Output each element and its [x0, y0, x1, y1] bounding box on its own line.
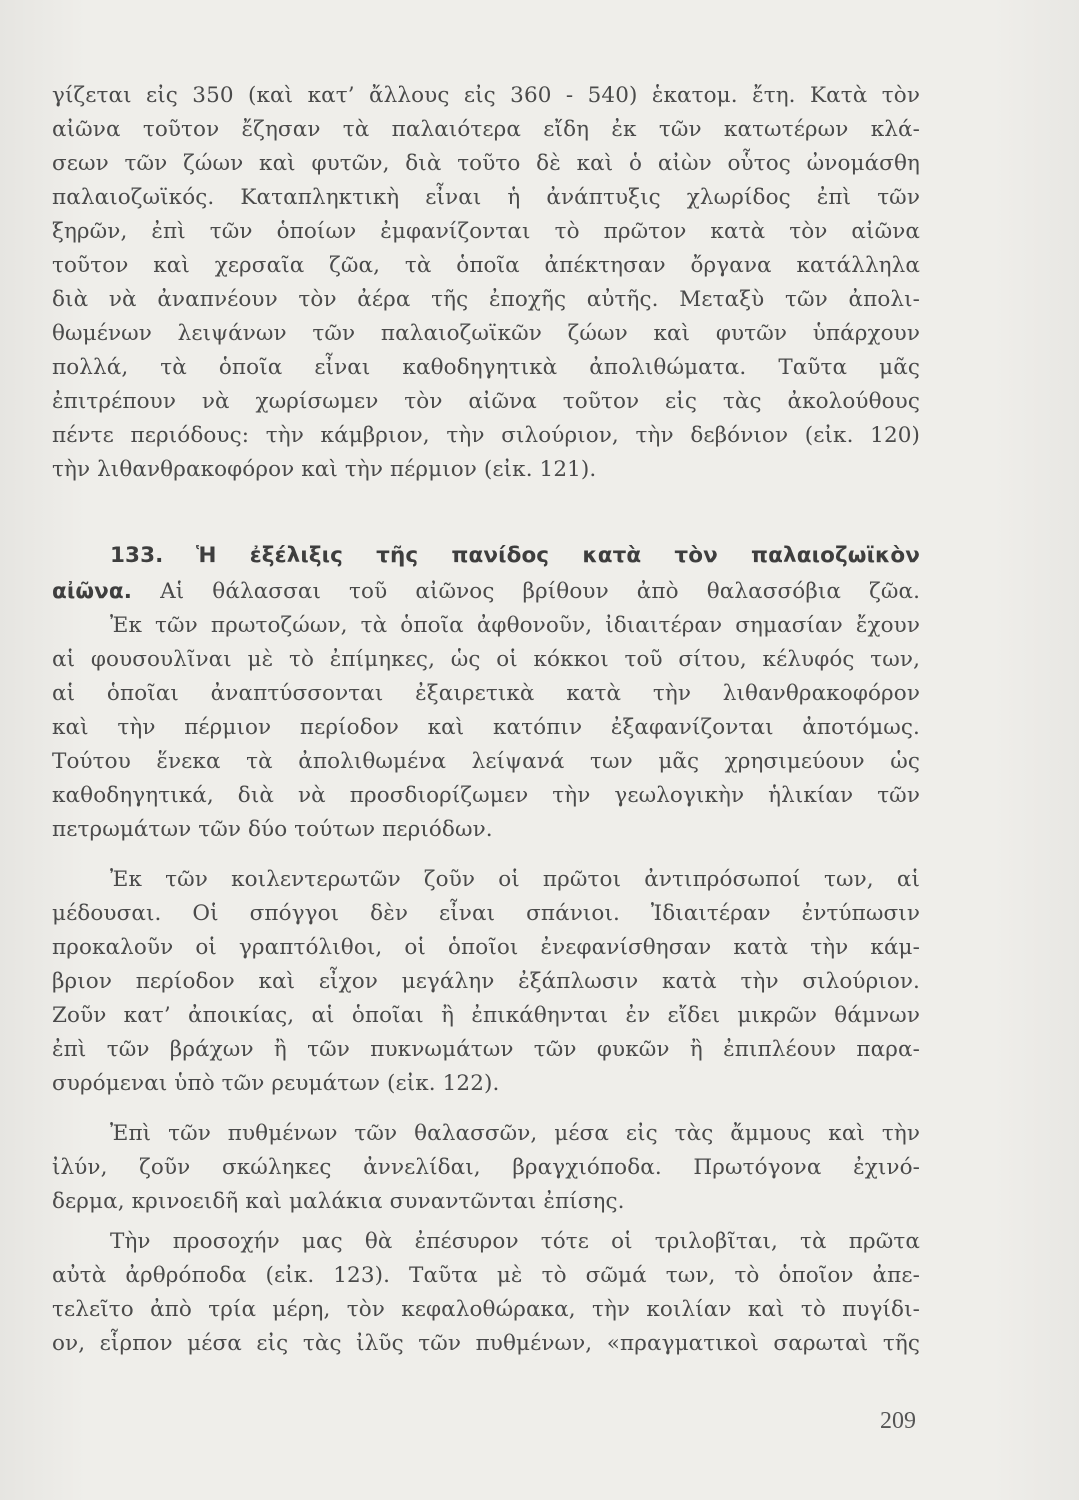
section-title: Ἡ ἐξέλιξις τῆς πανίδος κατὰ τὸν παλαιοζωϊκὸν — [195, 543, 921, 568]
text-line: δερμα, κρινοειδῆ καὶ μαλάκια συναντῶνται ἐπίσης. — [52, 1189, 625, 1214]
text-line: Ἐκ τῶν κοιλεντερωτῶν ζοῦν οἱ πρῶτοι ἀντιπρόσωποί των, αἱ — [110, 867, 920, 892]
text-line: μέδουσαι. Οἱ σπόγγοι δὲν εἶναι σπάνιοι. Ἰδιαιτέραν ἐντύπωσιν — [52, 901, 920, 926]
text-line: ξηρῶν, ἐπὶ τῶν ὁποίων ἐμφανίζονται τὸ πρῶτον κατὰ τὸν αἰῶνα — [52, 219, 920, 244]
section-heading-line-2 — [52, 576, 920, 608]
text-line: θωμένων λειψάνων τῶν παλαιοζωϊκῶν ζώων καὶ φυτῶν ὑπάρχουν — [52, 321, 920, 346]
text-line: ἐπιτρέπουν νὰ χωρίσωμεν τὸν αἰῶνα τοῦτον εἰς τὰς ἀκολούθους — [52, 389, 920, 414]
text-line: ον, εἷρπον μέσα εἰς τὰς ἰλῦς τῶν πυθμένων, «πραγματικοὶ σαρωταὶ τῆς — [52, 1331, 920, 1356]
text-line: διὰ νὰ ἀναπνέουν τὸν ἀέρα τῆς ἐποχῆς αὐτῆς. Μεταξὺ τῶν ἀπολι- — [52, 287, 920, 312]
text-line: πέντε περιόδους: τὴν κάμβριον, τὴν σιλούριον, τὴν δεβόνιον (εἰκ. 120) — [52, 423, 920, 448]
text-line: προκαλοῦν οἱ γραπτόλιθοι, οἱ ὁποῖοι ἐνεφανίσθησαν κατὰ τὴν κάμ- — [52, 935, 920, 960]
text-line: συρόμεναι ὑπὸ τῶν ρευμάτων (εἰκ. 122). — [52, 1071, 500, 1096]
text-line: ἐπὶ τῶν βράχων ἢ τῶν πυκνωμάτων τῶν φυκῶν ἢ ἐπιπλέουν παρα- — [52, 1037, 920, 1062]
text-line: αἰῶνα τοῦτον ἔζησαν τὰ παλαιότερα εἴδη ἐκ τῶν κατωτέρων κλά- — [52, 117, 920, 142]
text-line: ἰλύν, ζοῦν σκώληκες ἀννελίδαι, βραγχιόποδα. Πρωτόγονα ἐχινό- — [52, 1155, 920, 1180]
text-line: Ἐπὶ τῶν πυθμένων τῶν θαλασσῶν, μέσα εἰς τὰς ἄμμους καὶ τὴν — [110, 1121, 920, 1146]
text-line: Τούτου ἕνεκα τὰ ἀπολιθωμένα λείψανά των μᾶς χρησιμεύουν ὡς — [52, 749, 920, 774]
text-line: Τὴν προσοχήν μας θὰ ἐπέσυρον τότε οἱ τριλοβῖται, τὰ πρῶτα — [110, 1229, 920, 1254]
text-line: σεων τῶν ζώων καὶ φυτῶν, διὰ τοῦτο δὲ καὶ ὁ αἰὼν οὗτος ὠνομάσθη — [52, 151, 920, 176]
text-line: γίζεται εἰς 350 (καὶ κατ’ ἄλλους εἰς 360 - 540) ἑκατομ. ἔτη. Κατὰ τὸν — [52, 83, 920, 108]
section-title-end: αἰῶνα. — [52, 579, 133, 604]
text-line: τελεῖτο ἀπὸ τρία μέρη, τὸν κεφαλοθώρακα, τὴν κοιλίαν καὶ τὸ πυγίδι- — [52, 1297, 920, 1322]
text-line: καὶ τὴν πέρμιον περίοδον καὶ κατόπιν ἐξαφανίζονται ἀποτόμως. — [52, 715, 920, 740]
text-line: τοῦτον καὶ χερσαῖα ζῶα, τὰ ὁποῖα ἀπέκτησαν ὄργανα κατάλληλα — [52, 253, 920, 278]
section-intro-text: Αἱ θάλασσαι τοῦ αἰῶνος βρίθουν ἀπὸ θαλασσόβια ζῶα. — [160, 579, 921, 604]
text-line: αἱ φουσουλῖναι μὲ τὸ ἐπίμηκες, ὡς οἱ κόκκοι τοῦ σίτου, κέλυφός των, — [52, 647, 920, 672]
text-line: Ζοῦν κατ’ ἀποικίας, αἱ ὁποῖαι ἢ ἐπικάθηνται ἐν εἴδει μικρῶν θάμνων — [52, 1003, 920, 1028]
text-line: πετρωμάτων τῶν δύο τούτων περιόδων. — [52, 817, 493, 842]
section-number: 133. — [110, 543, 164, 568]
text-line: πολλά, τὰ ὁποῖα εἶναι καθοδηγητικὰ ἀπολιθώματα. Ταῦτα μᾶς — [52, 355, 920, 380]
text-line: αἱ ὁποῖαι ἀναπτύσσονται ἐξαιρετικὰ κατὰ τὴν λιθανθρακοφόρον — [52, 681, 920, 706]
text-line: Ἐκ τῶν πρωτοζώων, τὰ ὁποῖα ἀφθονοῦν, ἰδιαιτέραν σημασίαν ἔχουν — [110, 613, 920, 638]
text-line: παλαιοζωϊκός. Καταπληκτικὴ εἶναι ἡ ἀνάπτυξις χλωρίδος ἐπὶ τῶν — [52, 185, 920, 210]
page-number: 209 — [880, 1408, 916, 1434]
text-line: καθοδηγητικά, διὰ νὰ προσδιορίζωμεν τὴν γεωλογικὴν ἡλικίαν τῶν — [52, 783, 920, 808]
text-line: αὐτὰ ἀρθρόποδα (εἰκ. 123). Ταῦτα μὲ τὸ σῶμά των, τὸ ὁποῖον ἀπε- — [52, 1263, 920, 1288]
text-line: βριον περίοδον καὶ εἶχον μεγάλην ἐξάπλωσιν κατὰ τὴν σιλούριον. — [52, 969, 920, 994]
section-heading-line — [110, 540, 920, 572]
text-line: τὴν λιθανθρακοφόρον καὶ τὴν πέρμιον (εἰκ. 121). — [52, 457, 597, 482]
